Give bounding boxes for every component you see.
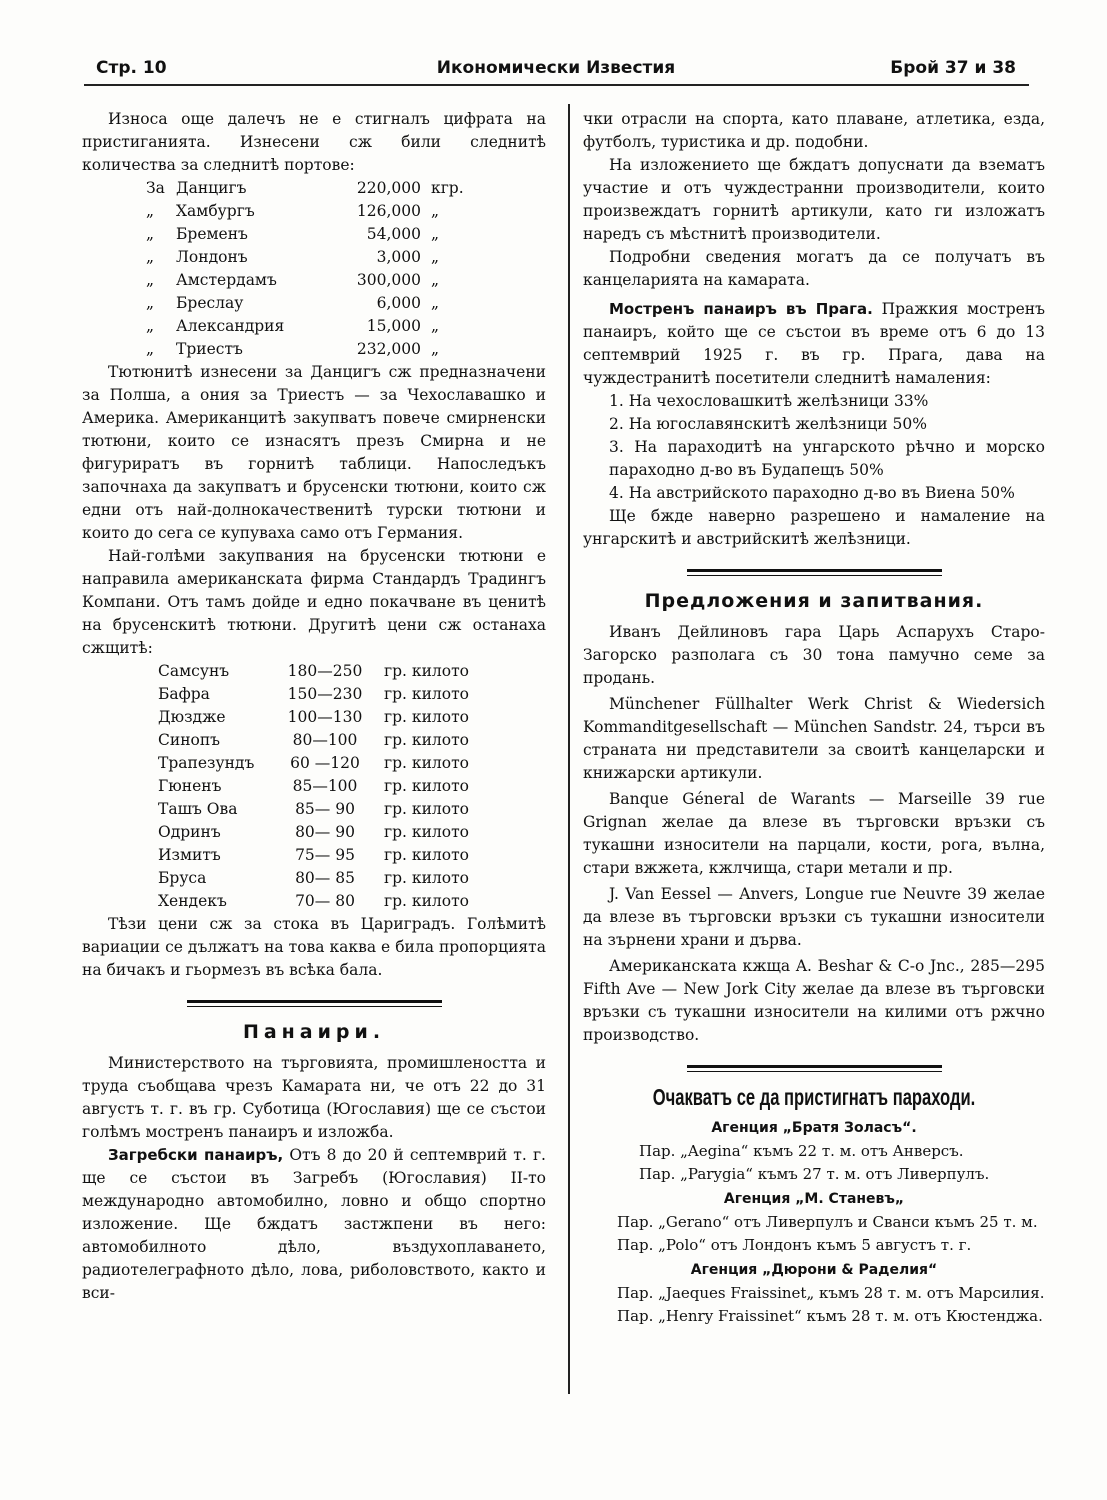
port-prefix: „ [146,317,155,335]
port-row [146,269,464,292]
port-quantity: 15,000 [366,317,421,335]
port-prefix: За [146,179,165,197]
port-quantity: 3,000 [376,248,421,266]
agency-name: Агенция „Дюрони & Раделия“ [690,1262,938,1278]
left-column [82,108,546,1305]
price-row [158,752,469,775]
port-row [146,177,464,200]
port-quantity: 300,000 [356,271,421,289]
prague-text: Пражкия мостренъ панаиръ, който ще се състои въ време отъ 6 до 13 септемврий 1925 г. въ гр. Прага, дава на чуждестранитѣ посетители следнитѣ намаления: [583,300,1045,387]
price-range: 180—250 [287,662,363,680]
tobacco-name: Бруса [158,869,207,887]
port-name: Александрия [176,317,285,335]
port-row [146,246,464,269]
price-row [158,798,469,821]
tobacco-name: Хендекъ [158,892,227,910]
port-name: Амстердамъ [176,271,277,289]
price-row [158,729,469,752]
agency-name: Агенция „М. Станевъ„ [723,1191,905,1207]
price-range: 80— 85 [295,869,355,887]
price-unit: гр. килото [384,892,470,910]
port-unit: „ [431,271,440,289]
price-range: 80— 90 [295,823,355,841]
exhibition-paragraph: На изложението ще бждатъ допуснати да взематъ участие и отъ чуждестранни производители, които произвеждатъ горнитѣ артикули, като ги изложатъ наредъ съ мѣстнитѣ производители. [583,156,1045,243]
sports-continuation: чки отрасли на спорта, като плаване, атлетика, езда, футболъ, туристика и др. подобни. [583,110,1045,151]
price-range: 85— 90 [295,800,355,818]
port-quantity: 6,000 [376,294,421,312]
offer-item: Иванъ Дейлиновъ гара Царь Аспарухъ Старо-Загорско разполага съ 30 тона памучно семе за продань. [583,623,1045,687]
price-unit: гр. килото [384,708,470,726]
price-range: 60 —120 [290,754,360,772]
discount-list [583,390,1045,505]
port-unit: „ [431,340,440,358]
purchases-paragraph: Най-голѣми закупвания на брусенски тютюни е направила американската фирма Стандардъ Традингъ Компани. Отъ тамъ дойде и едно покачване въ ценитѣ на брусенскитѣ тютюни. Другитѣ цени сж останаха сжщитѣ: [82,547,546,657]
discount-item: 4. На австрийското параходно д-во въ Виена 50% [609,484,1015,502]
prague-lead: Мостренъ панаиръ въ Прага. [609,300,873,318]
tobacco-name: Гюненъ [158,777,222,795]
port-name: Лондонъ [176,248,248,266]
price-row [158,660,469,683]
offer-item: Münchener Füllhalter Werk Christ & Wiedersich Kommanditgesellschaft — München Sandstr. 24, търси въ страната ни представители за своитѣ канцеларски и книжарски артикули. [583,695,1045,782]
ship-item: Пар. „Henry Fraissinet“ къмъ 28 т. м. отъ Кюстенджа. [617,1307,1043,1325]
export-intro: Износа още далечъ не е стигналъ цифрата на пристиганията. Изнесени сж били следнитѣ количества за следнитѣ портове: [82,110,546,174]
header-rule [84,84,1029,86]
price-row [158,683,469,706]
tobacco-name: Синопъ [158,731,221,749]
price-unit: гр. килото [384,662,470,680]
price-range: 75— 95 [295,846,355,864]
prices-note: Тѣзи цени сж за стока въ Цариградъ. Голѣмитѣ вариации се дължатъ на това каква е била пропорцията на бичакъ и гьормезъ въ всѣка бала. [82,915,546,979]
tobacco-name: Дюздже [158,708,226,726]
price-unit: гр. килото [384,777,470,795]
section-divider [687,1065,942,1072]
prices-table [158,660,469,913]
port-unit: „ [431,202,440,220]
port-unit: кгр. [431,179,464,197]
zagreb-paragraph [82,1144,546,1305]
port-prefix: „ [146,248,155,266]
port-unit: „ [431,225,440,243]
port-quantity: 126,000 [356,202,421,220]
port-row [146,292,464,315]
port-row [146,315,464,338]
port-row [146,200,464,223]
publication-title: Икономически Известия [436,58,676,78]
price-unit: гр. килото [384,869,470,887]
port-prefix: „ [146,202,155,220]
prague-paragraph [583,298,1045,390]
zagreb-lead: Загребски панаиръ, [108,1146,284,1164]
hungary-note: Ще бжде наверно разрешено и намаление на унгарскитѣ и австрийскитѣ желѣзници. [583,507,1045,548]
port-unit: „ [431,248,440,266]
price-row [158,844,469,867]
price-range: 100—130 [287,708,363,726]
port-prefix: „ [146,340,155,358]
port-prefix: „ [146,225,155,243]
port-quantity: 54,000 [366,225,421,243]
price-row [158,775,469,798]
price-row [158,867,469,890]
price-row [158,706,469,729]
ships-list [583,1117,1045,1328]
offers-list [583,621,1045,1047]
page-header [96,58,1016,84]
info-paragraph: Подробни сведения могатъ да се получатъ въ канцеларията на камарата. [583,248,1045,289]
agency-name: Агенция „Братя Золасъ“. [711,1120,917,1136]
port-quantity: 220,000 [356,179,421,197]
section-divider [687,569,942,576]
price-row [158,821,469,844]
fairs-paragraph: Министерството на търговията, промишлеността и труда съобщава чрезъ Камарата ни, че отъ 22 до 31 августъ т. г. въ гр. Суботица (Югославия) ще се състои голѣмъ мостренъ панаиръ и изложба. [82,1054,546,1141]
tobacco-name: Трапезундъ [158,754,255,772]
ships-heading: Очакватъ се да пристигнатъ параходи. [652,1084,976,1110]
tobacco-name: Ташъ Ова [158,800,238,818]
ship-item: Пар. „Jaeques Fraissinet„ къмъ 28 т. м. отъ Марсилия. [617,1284,1045,1302]
offer-item: J. Van Eessel — Anvers, Longue rue Neuvre 39 желае да влезе въ търговски връзки съ тукашни износители на зърнени храни и дърва. [583,885,1045,949]
section-divider [187,1000,442,1007]
port-unit: „ [431,317,440,335]
price-unit: гр. килото [384,823,470,841]
port-unit: „ [431,294,440,312]
port-quantity: 232,000 [356,340,421,358]
page-number: Стр. 10 [96,58,167,78]
tobacco-name: Одринъ [158,823,221,841]
discount-item: 3. На параходитѣ на унгарското рѣчно и морско параходно д-во въ Будапещъ 50% [609,438,1045,479]
offer-item: Американската кжща A. Beshar & C-o Jnc., 285—295 Fifth Ave — New Jork City желае да влезе въ търговски връзки съ тукашни износители на килими отъ ржчно производство. [583,957,1045,1044]
port-row [146,338,464,361]
offers-heading: Предложения и запитвания. [644,590,984,612]
discount-item: 1. На чехословашкитѣ желѣзници 33% [609,392,929,410]
port-name: Бременъ [176,225,248,243]
price-unit: гр. килото [384,846,470,864]
port-name: Данцигъ [176,179,247,197]
fairs-heading: Панаири. [242,1021,386,1043]
port-name: Хамбургъ [176,202,255,220]
port-name: Триестъ [176,340,243,358]
port-row [146,223,464,246]
tobacco-name: Измитъ [158,846,221,864]
tobacco-name: Бафра [158,685,210,703]
price-range: 150—230 [287,685,363,703]
issue-number: Брой 37 и 38 [890,58,1016,78]
price-unit: гр. килото [384,731,470,749]
price-range: 85—100 [292,777,358,795]
price-row [158,890,469,913]
ship-item: Пар. „Gerano“ отъ Ливерпулъ и Сванси къмъ 25 т. м. [617,1213,1038,1231]
column-divider [568,104,570,1394]
price-unit: гр. килото [384,685,470,703]
price-range: 70— 80 [295,892,355,910]
price-unit: гр. килото [384,800,470,818]
tobacco-paragraph: Тютюнитѣ изнесени за Данцигъ сж предназначени за Полша, а ония за Триестъ — за Чехославашко и Америка. Американцитѣ закупватъ повече смирненски тютюни, които се изнасятъ презъ Смирна и не фигуриратъ въ горнитѣ таблици. Напоследъкъ започнаха да закупватъ и брусенски тютюни, които сж едни отъ най-долнокачественитѣ турски тютюни и които до сега се купуваха само отъ Германия. [82,363,546,542]
ports-table [146,177,464,361]
ship-item: Пар. „Parygia“ къмъ 27 т. м. отъ Ливерпулъ. [639,1165,990,1183]
port-name: Бреслау [176,294,244,312]
price-range: 80—100 [292,731,358,749]
discount-item: 2. На югославянскитѣ желѣзници 50% [609,415,927,433]
ship-item: Пар. „Aegina“ къмъ 22 т. м. отъ Анверсъ. [639,1142,964,1160]
ship-item: Пар. „Polo“ отъ Лондонъ къмъ 5 августъ т. г. [617,1236,972,1254]
port-prefix: „ [146,271,155,289]
price-unit: гр. килото [384,754,470,772]
zagreb-text: Отъ 8 до 20 й септемврий т. г. ще се състои въ Загребъ (Югославия) II-то международно автомобилно, ловно и общо спортно изложение. Ще бждатъ застжпени въ него: автомобилното дѣло, въздухоплаването, радиотелеграфното дѣло, лова, риболовството, както и вси- [82,1146,546,1302]
port-prefix: „ [146,294,155,312]
offer-item: Banque Géneral de Warants — Marseille 39 rue Grignan желае да влезе въ търговски връзки съ тукашни износители на парцали, кости, рога, вълна, стари вжжета, кжлчища, стари метали и пр. [583,790,1045,877]
right-column [583,108,1045,1328]
tobacco-name: Самсунъ [158,662,230,680]
